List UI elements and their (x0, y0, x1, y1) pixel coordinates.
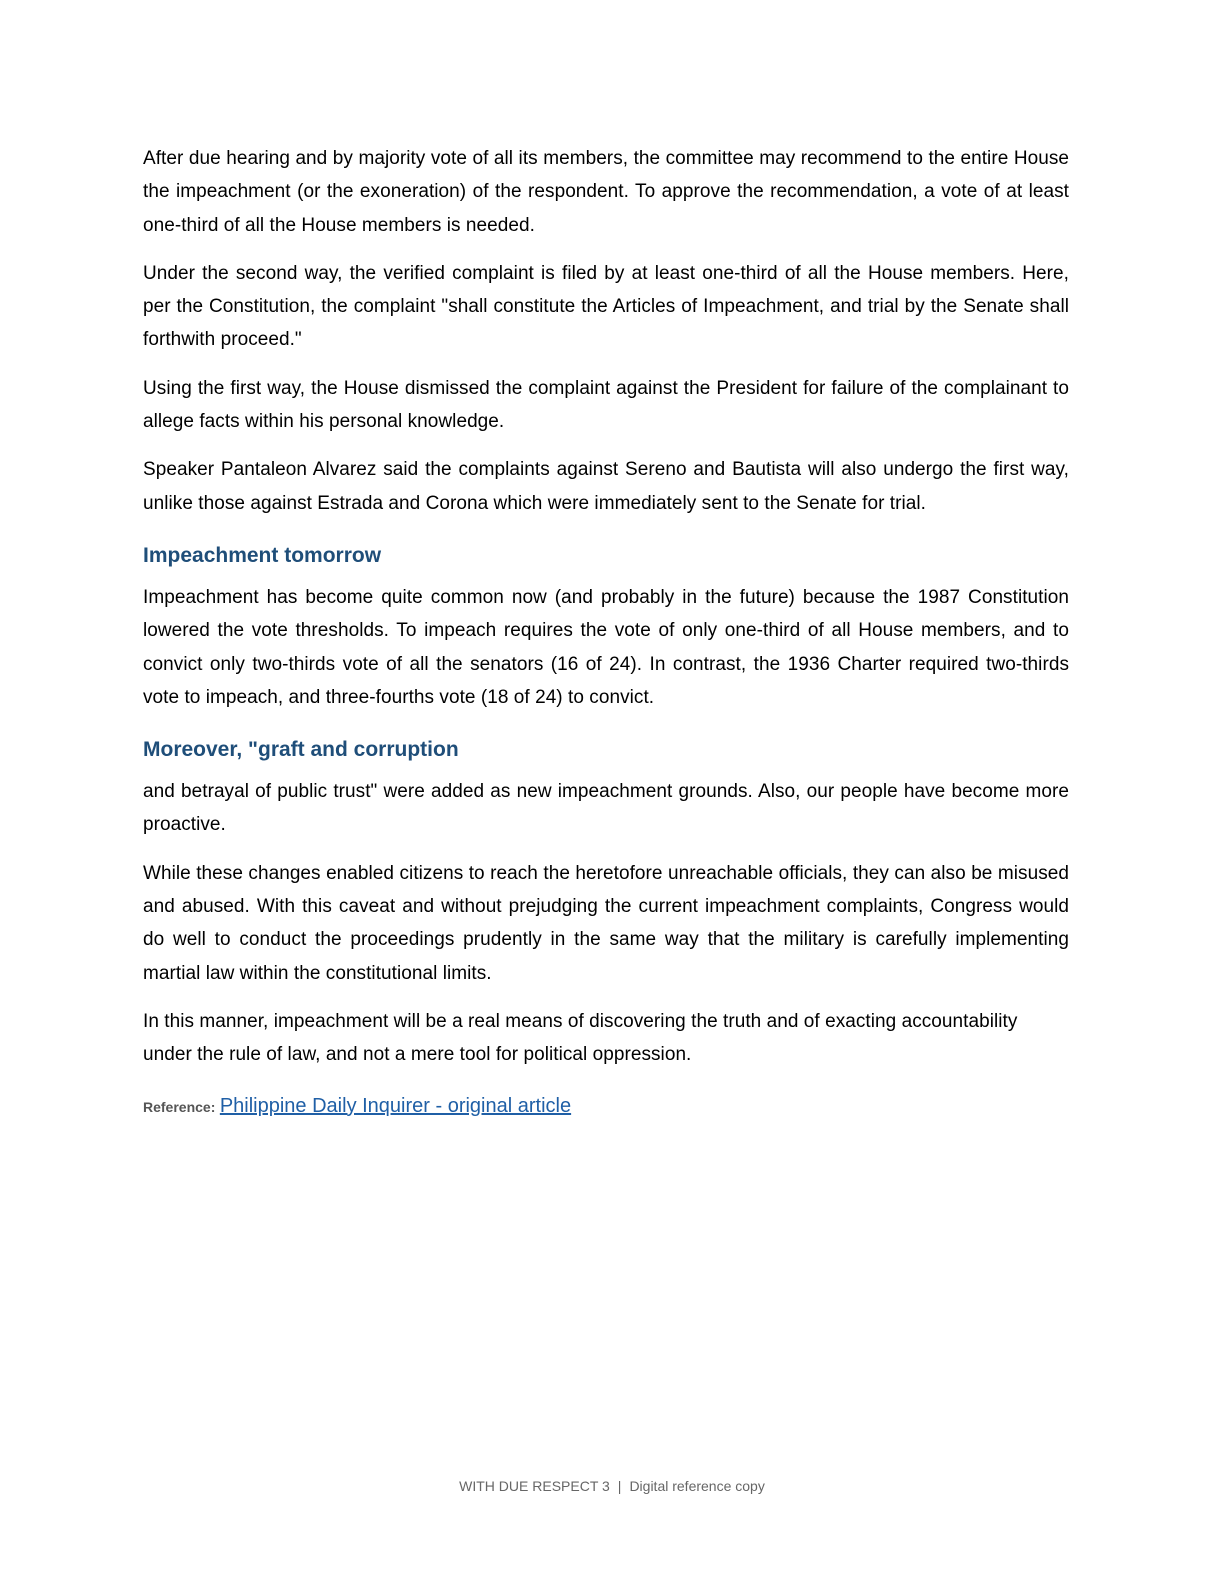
footer-title: WITH DUE RESPECT 3 (459, 1478, 610, 1494)
page-content (143, 142, 1069, 1122)
body-paragraph: Using the first way, the House dismissed the complaint against the President for failure of the complainant to allege facts within his personal knowledge. (143, 377, 1069, 433)
body-paragraph: Speaker Pantaleon Alvarez said the complaints against Sereno and Bautista will also undergo the first way, unlike those against Estrada and Corona which were immediately sent to the Senate for trial. (143, 459, 1069, 514)
reference-link[interactable]: Philippine Daily Inquirer - original article (219, 1094, 572, 1117)
footer-separator: | (617, 1478, 622, 1494)
reference-label: Reference: (143, 1098, 216, 1115)
page-footer (0, 1478, 1224, 1494)
section-heading-impeachment-tomorrow: Impeachment tomorrow (143, 543, 382, 567)
section-heading-graft-and-corruption: Moreover, "graft and corruption (143, 738, 459, 762)
body-paragraph: and betrayal of public trust" were added as new impeachment grounds. Also, our people have become more proactive. (143, 781, 1069, 836)
footer-note: Digital reference copy (629, 1478, 765, 1494)
reference-line (143, 1092, 1069, 1122)
body-paragraph: Under the second way, the verified complaint is filed by at least one-third of all the House members. Here, per the Constitution, the complaint "shall constitute the Articles of Impeachment, and trial by the Senate shall forthwith proceed." (143, 262, 1069, 351)
body-paragraph: In this manner, impeachment will be a real means of discovering the truth and of exacting accountability under the rule of law, and not a mere tool for political oppression. (143, 1010, 1018, 1066)
body-paragraph: After due hearing and by majority vote of all its members, the committee may recommend to the entire House the impeachment (or the exoneration) of the respondent. To approve the recommendation, a vote of at least one-third of all the House members is needed. (143, 148, 1069, 236)
body-paragraph: Impeachment has become quite common now (and probably in the future) because the 1987 Constitution lowered the vote thresholds. To impeach requires the vote of only one-third of all House members, and to convict only two-thirds vote of all the senators (16 of 24). In contrast, the 1936 Charter required two-thirds vote to impeach, and three-fourths vote (18 of 24) to convict. (143, 586, 1069, 708)
body-paragraph: While these changes enabled citizens to reach the heretofore unreachable officials, they can also be misused and abused. With this caveat and without prejudging the current impeachment complaints, Congress would do well to conduct the proceedings prudently in the same way that the military is carefully implementing martial law within the constitutional limits. (143, 862, 1069, 984)
